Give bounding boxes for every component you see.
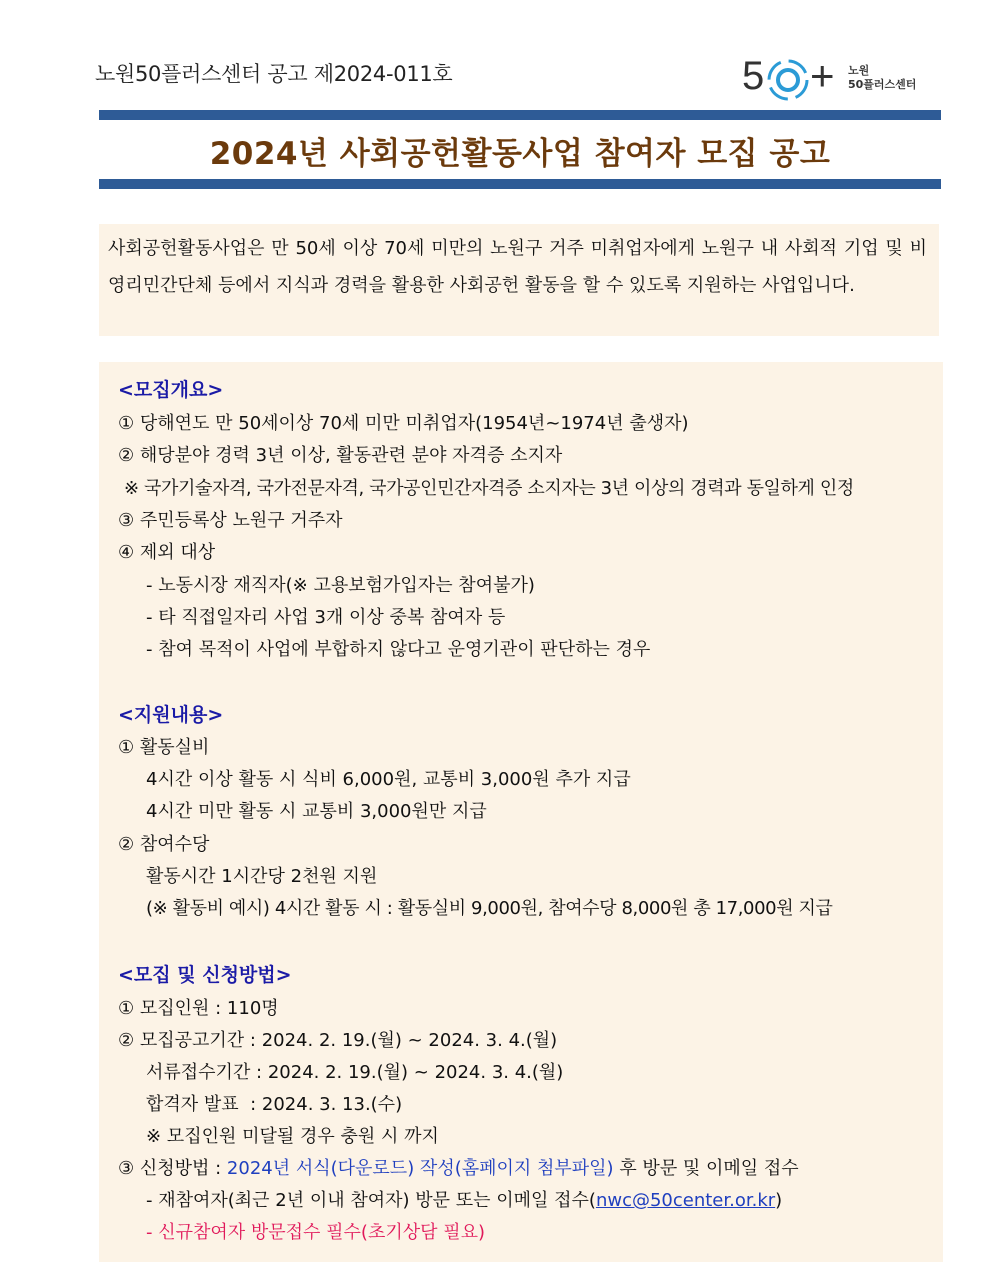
recruit-item-3 (118, 1157, 799, 1181)
overview-item-2-note: ※ 국가기술자격, 국가전문자격, 국가공인민간자격증 소지자는 3년 이상의 경력과 동일하게 인정 (124, 478, 854, 499)
doc-number: 노원50플러스센터 공고 제2024-011호 (95, 62, 453, 86)
recruit-announce: 합격자 발표 : 2024. 3. 13.(수) (146, 1094, 403, 1115)
email-link[interactable]: nwc@50center.or.kr (595, 1190, 776, 1211)
logo-brand-line1: 노원 (848, 64, 870, 77)
support-item-2-line: 활동시간 1시간당 2천원 지원 (146, 866, 378, 887)
exclusion-item: - 타 직접일자리 사업 3개 이상 중복 참여자 등 (146, 607, 506, 628)
title-bar-top (99, 110, 941, 120)
section-heading-recruit: <모집 및 신청방법> (118, 964, 292, 986)
title-bar-bottom (99, 179, 941, 189)
overview-item-2: ② 해당분야 경력 3년 이상, 활동관련 분야 자격증 소지자 (118, 445, 563, 466)
section-heading-overview: <모집개요> (118, 379, 224, 401)
support-item-2-line: (※ 활동비 예시) 4시간 활동 시 : 활동실비 9,000원, 참여수당 8,000원 총 17,000원 지급 (146, 898, 833, 919)
intro-text: 사회공헌활동사업은 만 50세 이상 70세 미만의 노원구 거주 미취업자에게 노원구 내 사회적 기업 및 비영리민간단체 등에서 지식과 경력을 활용한 사회공헌 활동을 할 수 있도록 지원하는 사업입니다. (108, 238, 927, 296)
exclusion-item: - 노동시장 재직자(※ 고용보험가입자는 참여불가) (146, 575, 535, 596)
returning-suffix: ) (775, 1190, 783, 1211)
intro-box (99, 224, 939, 336)
overview-item-4: ④ 제외 대상 (118, 542, 216, 563)
recruit-item-2: ② 모집공고기간 : 2024. 2. 19.(월) ~ 2024. 3. 4.(월) (118, 1030, 558, 1051)
apply-method-suffix: 후 방문 및 이메일 접수 (613, 1158, 799, 1179)
support-item-1: ① 활동실비 (118, 737, 210, 758)
apply-method-label: ③ 신청방법 : (118, 1158, 227, 1179)
logo-brand-text (848, 64, 916, 92)
returning-text: - 재참여자(최근 2년 이내 참여자) 방문 또는 이메일 접수( (146, 1190, 596, 1211)
logo-plus: + (810, 52, 835, 99)
support-item-2: ② 참여수당 (118, 834, 210, 855)
logo-numeral: 5 (742, 54, 765, 98)
recruit-docs-period: 서류접수기간 : 2024. 2. 19.(월) ~ 2024. 3. 4.(월) (146, 1062, 564, 1083)
support-item-1-line: 4시간 이상 활동 시 식비 6,000원, 교통비 3,000원 추가 지급 (146, 769, 631, 790)
support-item-1-line: 4시간 미만 활동 시 교통비 3,000원만 지급 (146, 801, 487, 822)
form-download-link[interactable]: 2024년 서식(다운로드) 작성(홈페이지 첨부파일) (226, 1158, 614, 1179)
section-heading-support: <지원내용> (118, 704, 224, 726)
center-logo (742, 52, 942, 108)
returning-applicants (146, 1189, 782, 1213)
recruit-note: ※ 모집인원 미달될 경우 충원 시 까지 (146, 1126, 439, 1147)
logo-brand-line2: 50플러스센터 (848, 78, 917, 91)
new-applicants-notice: - 신규참여자 방문접수 필수(초기상담 필요) (146, 1222, 486, 1243)
recruit-item-1: ① 모집인원 : 110명 (118, 998, 279, 1019)
exclusion-item: - 참여 목적이 사업에 부합하지 않다고 운영기관이 판단하는 경우 (146, 639, 651, 660)
overview-item-1: ① 당해연도 만 50세이상 70세 미만 미취업자(1954년~1974년 출생자) (118, 413, 689, 434)
overview-item-3: ③ 주민등록상 노원구 거주자 (118, 510, 343, 531)
page-title: 2024년 사회공헌활동사업 참여자 모집 공고 (209, 136, 831, 172)
logo-ring-icon (766, 58, 810, 102)
